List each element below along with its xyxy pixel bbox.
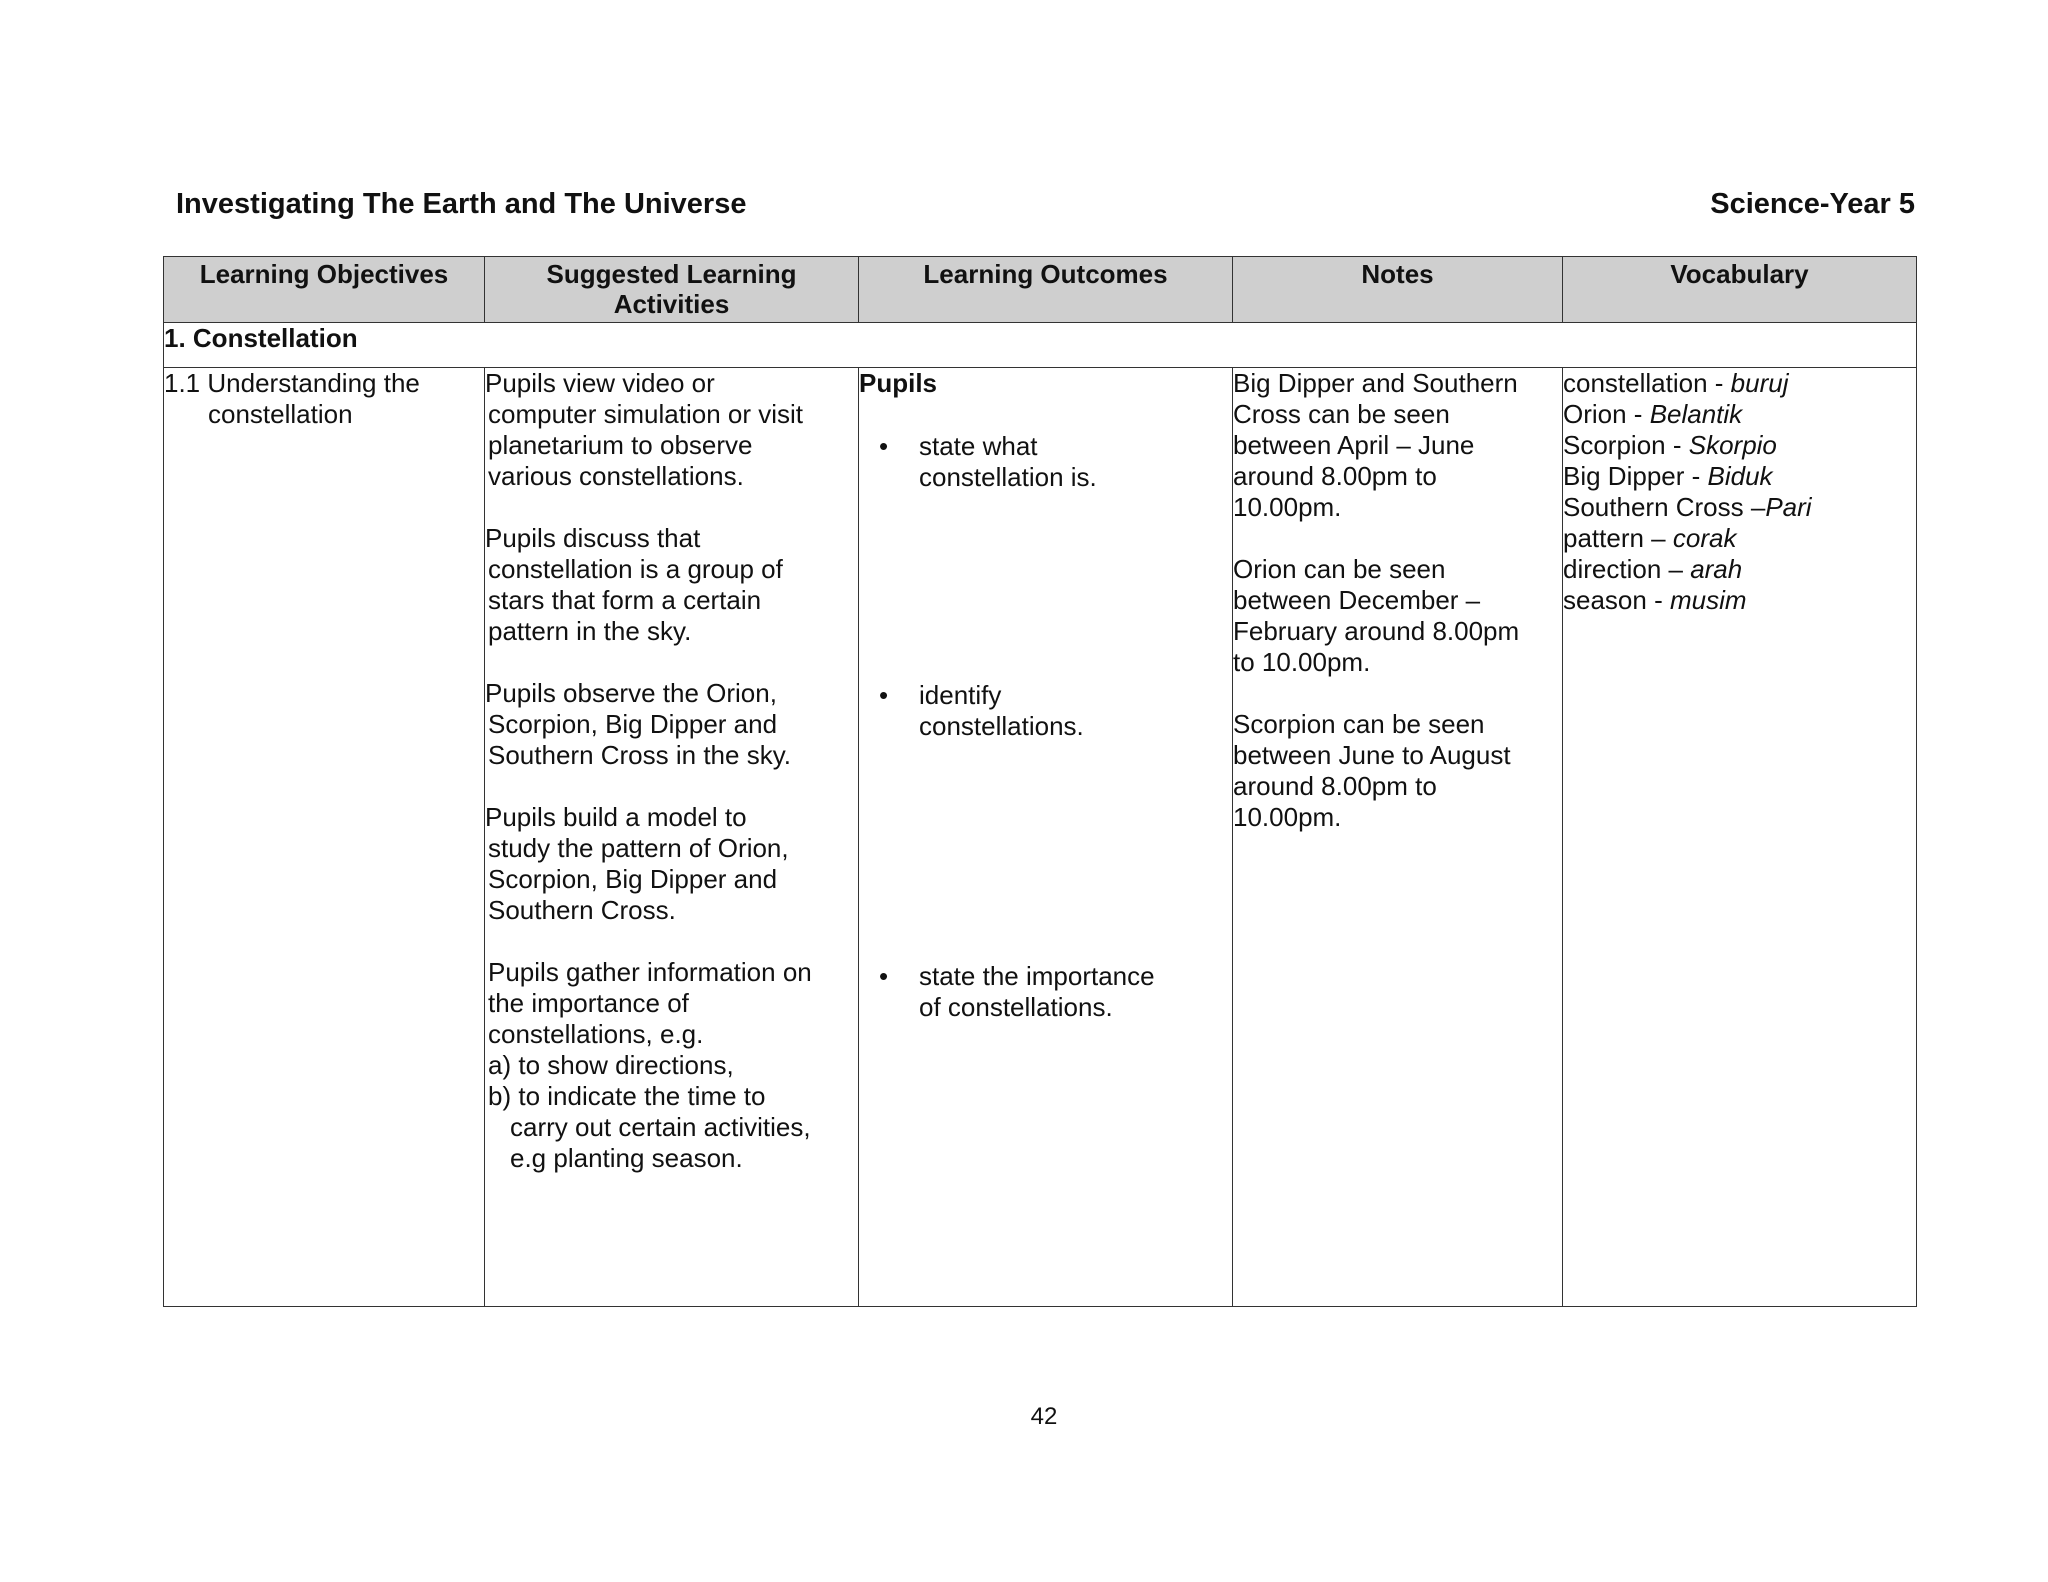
- bullet-icon: •: [879, 961, 889, 991]
- outcomes-cell: [859, 368, 1233, 1307]
- activity-item: Pupils view video or computer simulation or visit planetarium to observe various constellations.: [485, 368, 803, 491]
- column-header-notes: Notes: [1233, 257, 1563, 323]
- note-item: Scorpion can be seen between June to August around 8.00pm to 10.00pm.: [1233, 709, 1511, 832]
- activity-item: Pupils gather information on the importance of constellations, e.g. a) to show directions, b) to indicate the time to carry out certain activities, e.g planting season.: [488, 957, 812, 1173]
- outcome-item: • state the importance of constellations.: [879, 961, 1155, 1022]
- activity-item: Pupils build a model to study the pattern of Orion, Scorpion, Big Dipper and Southern Cross.: [485, 802, 789, 925]
- notes-cell: [1233, 368, 1563, 1307]
- content-row: [164, 368, 1917, 1307]
- column-header-suggested-activities: Suggested Learning Activities: [485, 257, 859, 323]
- syllabus-table: [163, 256, 1917, 1307]
- outcome-item: • state what constellation is.: [879, 431, 1097, 492]
- vocab-term: constellation - buruj: [1563, 368, 1789, 398]
- objective-line-1: Understanding the: [207, 368, 420, 398]
- header-row: [164, 257, 1917, 323]
- note-item: Big Dipper and Southern Cross can be seen between April – June around 8.00pm to 10.00pm.: [1233, 368, 1518, 522]
- outcomes-lead: Pupils: [859, 368, 938, 398]
- topic-title: 1. Constellation: [164, 323, 1917, 368]
- activity-item: Pupils discuss that constellation is a group of stars that form a certain pattern in the sky.: [485, 523, 783, 646]
- objective-line-2: constellation: [208, 399, 353, 429]
- outcome-item: • identify constellations.: [879, 680, 1084, 741]
- vocab-term: Scorpion - Skorpio: [1563, 430, 1777, 460]
- vocab-term: Orion - Belantik: [1563, 399, 1743, 429]
- column-header-learning-outcomes: Learning Outcomes: [859, 257, 1233, 323]
- column-header-learning-objectives: Learning Objectives: [164, 257, 485, 323]
- document-subject: Science-Year 5: [1710, 188, 1915, 220]
- topic-row: [164, 323, 1917, 368]
- note-item: Orion can be seen between December – February around 8.00pm to 10.00pm.: [1233, 554, 1520, 677]
- vocabulary-cell: [1563, 368, 1917, 1307]
- vocab-term: direction – arah: [1563, 554, 1743, 584]
- bullet-icon: •: [879, 680, 889, 710]
- activities-cell: [485, 368, 859, 1307]
- activity-item: Pupils observe the Orion, Scorpion, Big Dipper and Southern Cross in the sky.: [485, 678, 791, 770]
- learning-objective-cell: [164, 368, 485, 1307]
- column-header-vocabulary: Vocabulary: [1563, 257, 1917, 323]
- vocab-term: Big Dipper - Biduk: [1563, 461, 1773, 491]
- bullet-icon: •: [879, 431, 889, 461]
- page-number: 42: [1030, 1403, 1058, 1430]
- vocab-term: pattern – corak: [1563, 523, 1737, 553]
- vocab-term: Southern Cross –Pari: [1563, 492, 1812, 522]
- document-title: Investigating The Earth and The Universe: [176, 188, 747, 220]
- objective-number: 1.1: [164, 368, 201, 398]
- vocab-term: season - musim: [1563, 585, 1747, 615]
